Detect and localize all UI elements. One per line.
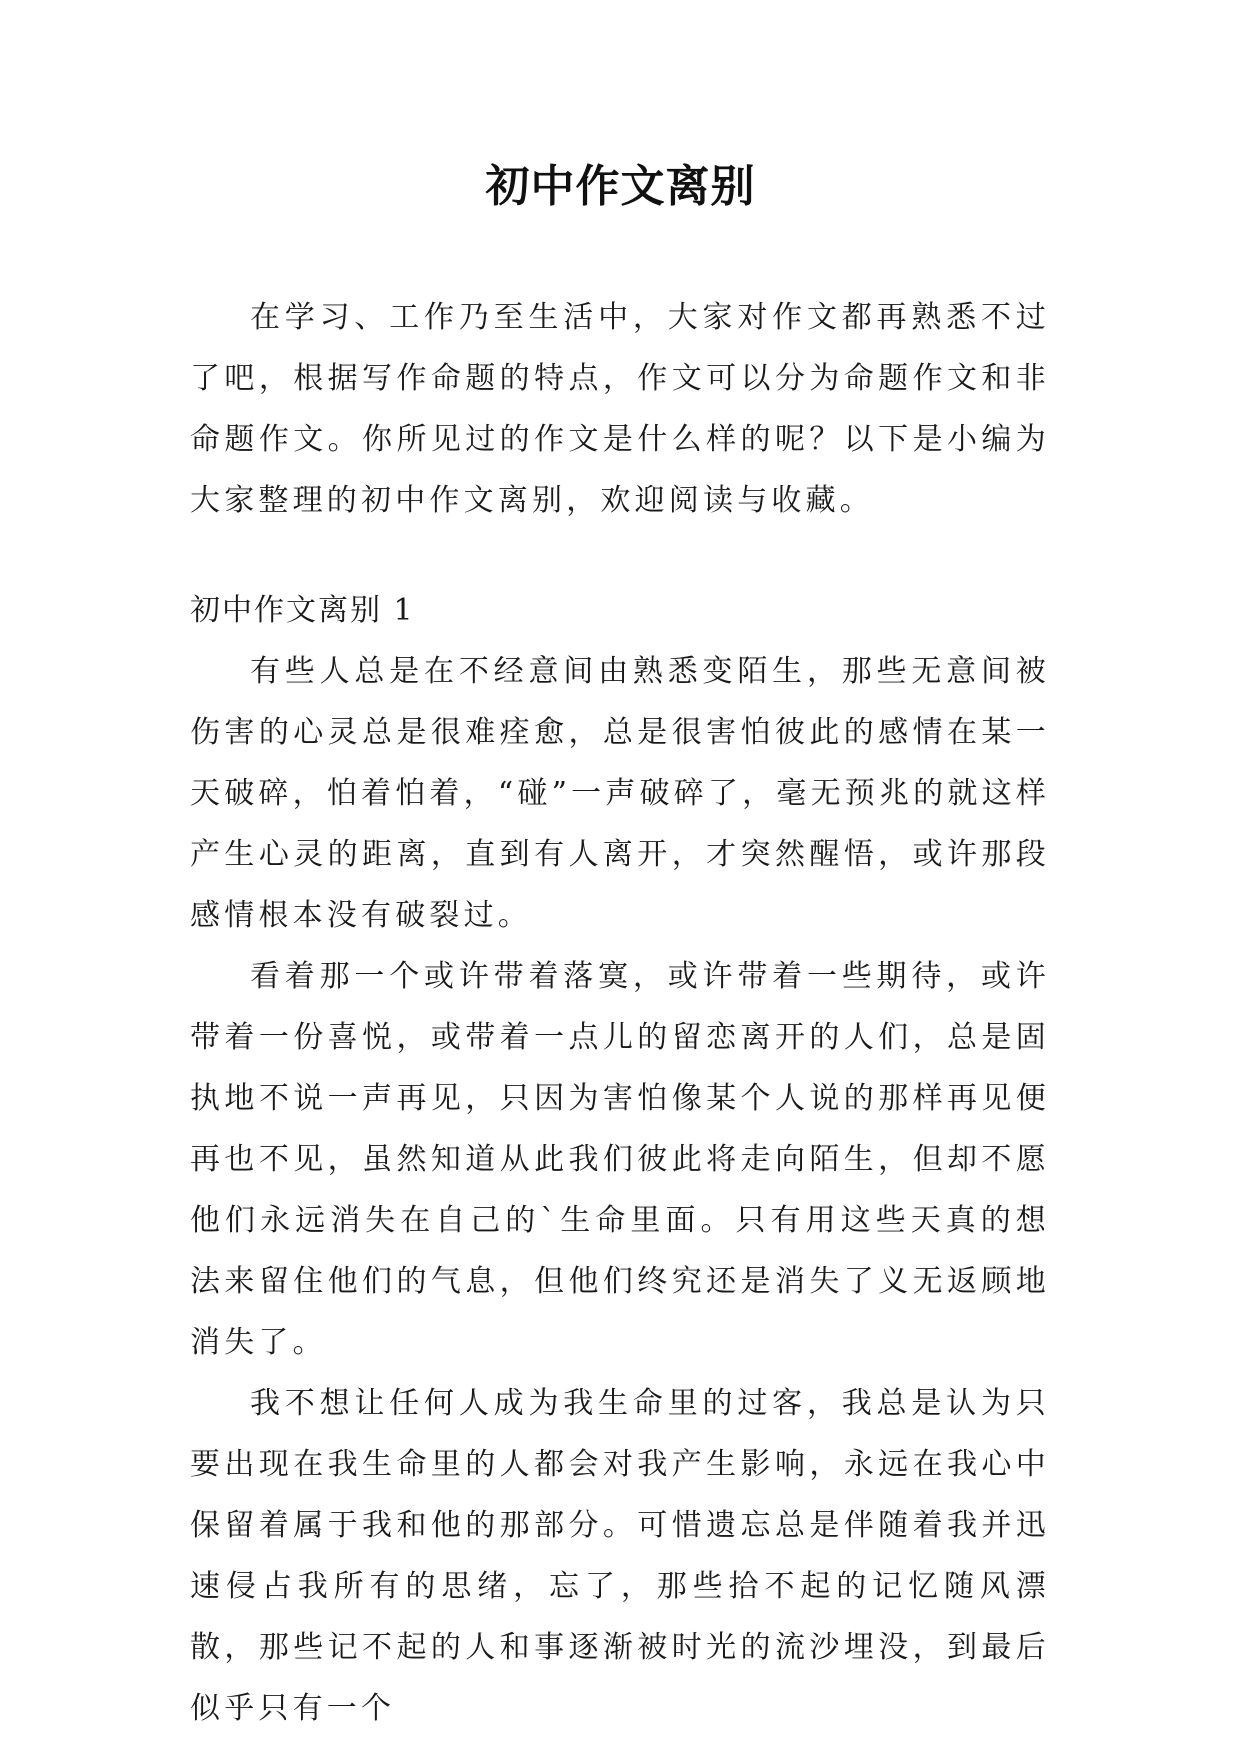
- intro-paragraph: 在学习、工作乃至生活中，大家对作文都再熟悉不过了吧，根据写作命题的特点，作文可以分为命题作文和非命题作文。你所见过的作文是什么样的呢？以下是小编为大家整理的初中作文离别，欢迎阅读与收藏。: [190, 300, 1050, 518]
- essay-paragraph-3: 我不想让任何人成为我生命里的过客，我总是认为只要出现在我生命里的人都会对我产生影响，永远在我心中保留着属于我和他的那部分。可惜遗忘总是伴随着我并迅速侵占我所有的思绪，忘了，那些拾不起的记忆随风漂散，那些记不起的人和事逐渐被时光的流沙埋没，到最后似乎只有一个: [190, 1386, 1050, 1726]
- intro-block: [190, 287, 1050, 531]
- essay-paragraph-2: 看着那一个或许带着落寞，或许带着一些期待，或许带着一份喜悦，或带着一点儿的留恋离开的人们，总是固执地不说一声再见，只因为害怕像某个人说的那样再见便再也不见，虽然知道从此我们彼此将走向陌生，但却不愿他们永远消失在自己的`生命里面。只有用这些天真的想法来留住他们的气息，但他们终究还是消失了义无返顾地消失了。: [190, 959, 1050, 1360]
- document-title: 初中作文离别: [485, 161, 756, 212]
- section-heading: 初中作文离别 1: [190, 593, 415, 628]
- essay-paragraph-1: 有些人总是在不经意间由熟悉变陌生，那些无意间被伤害的心灵总是很难痊愈，总是很害怕彼此的感情在某一天破碎，怕着怕着，“碰”一声破碎了，毫无预兆的就这样产生心灵的距离，直到有人离开，才突然醒悟，或许那段感情根本没有破裂过。: [190, 654, 1050, 933]
- essay-section: [190, 580, 1050, 1739]
